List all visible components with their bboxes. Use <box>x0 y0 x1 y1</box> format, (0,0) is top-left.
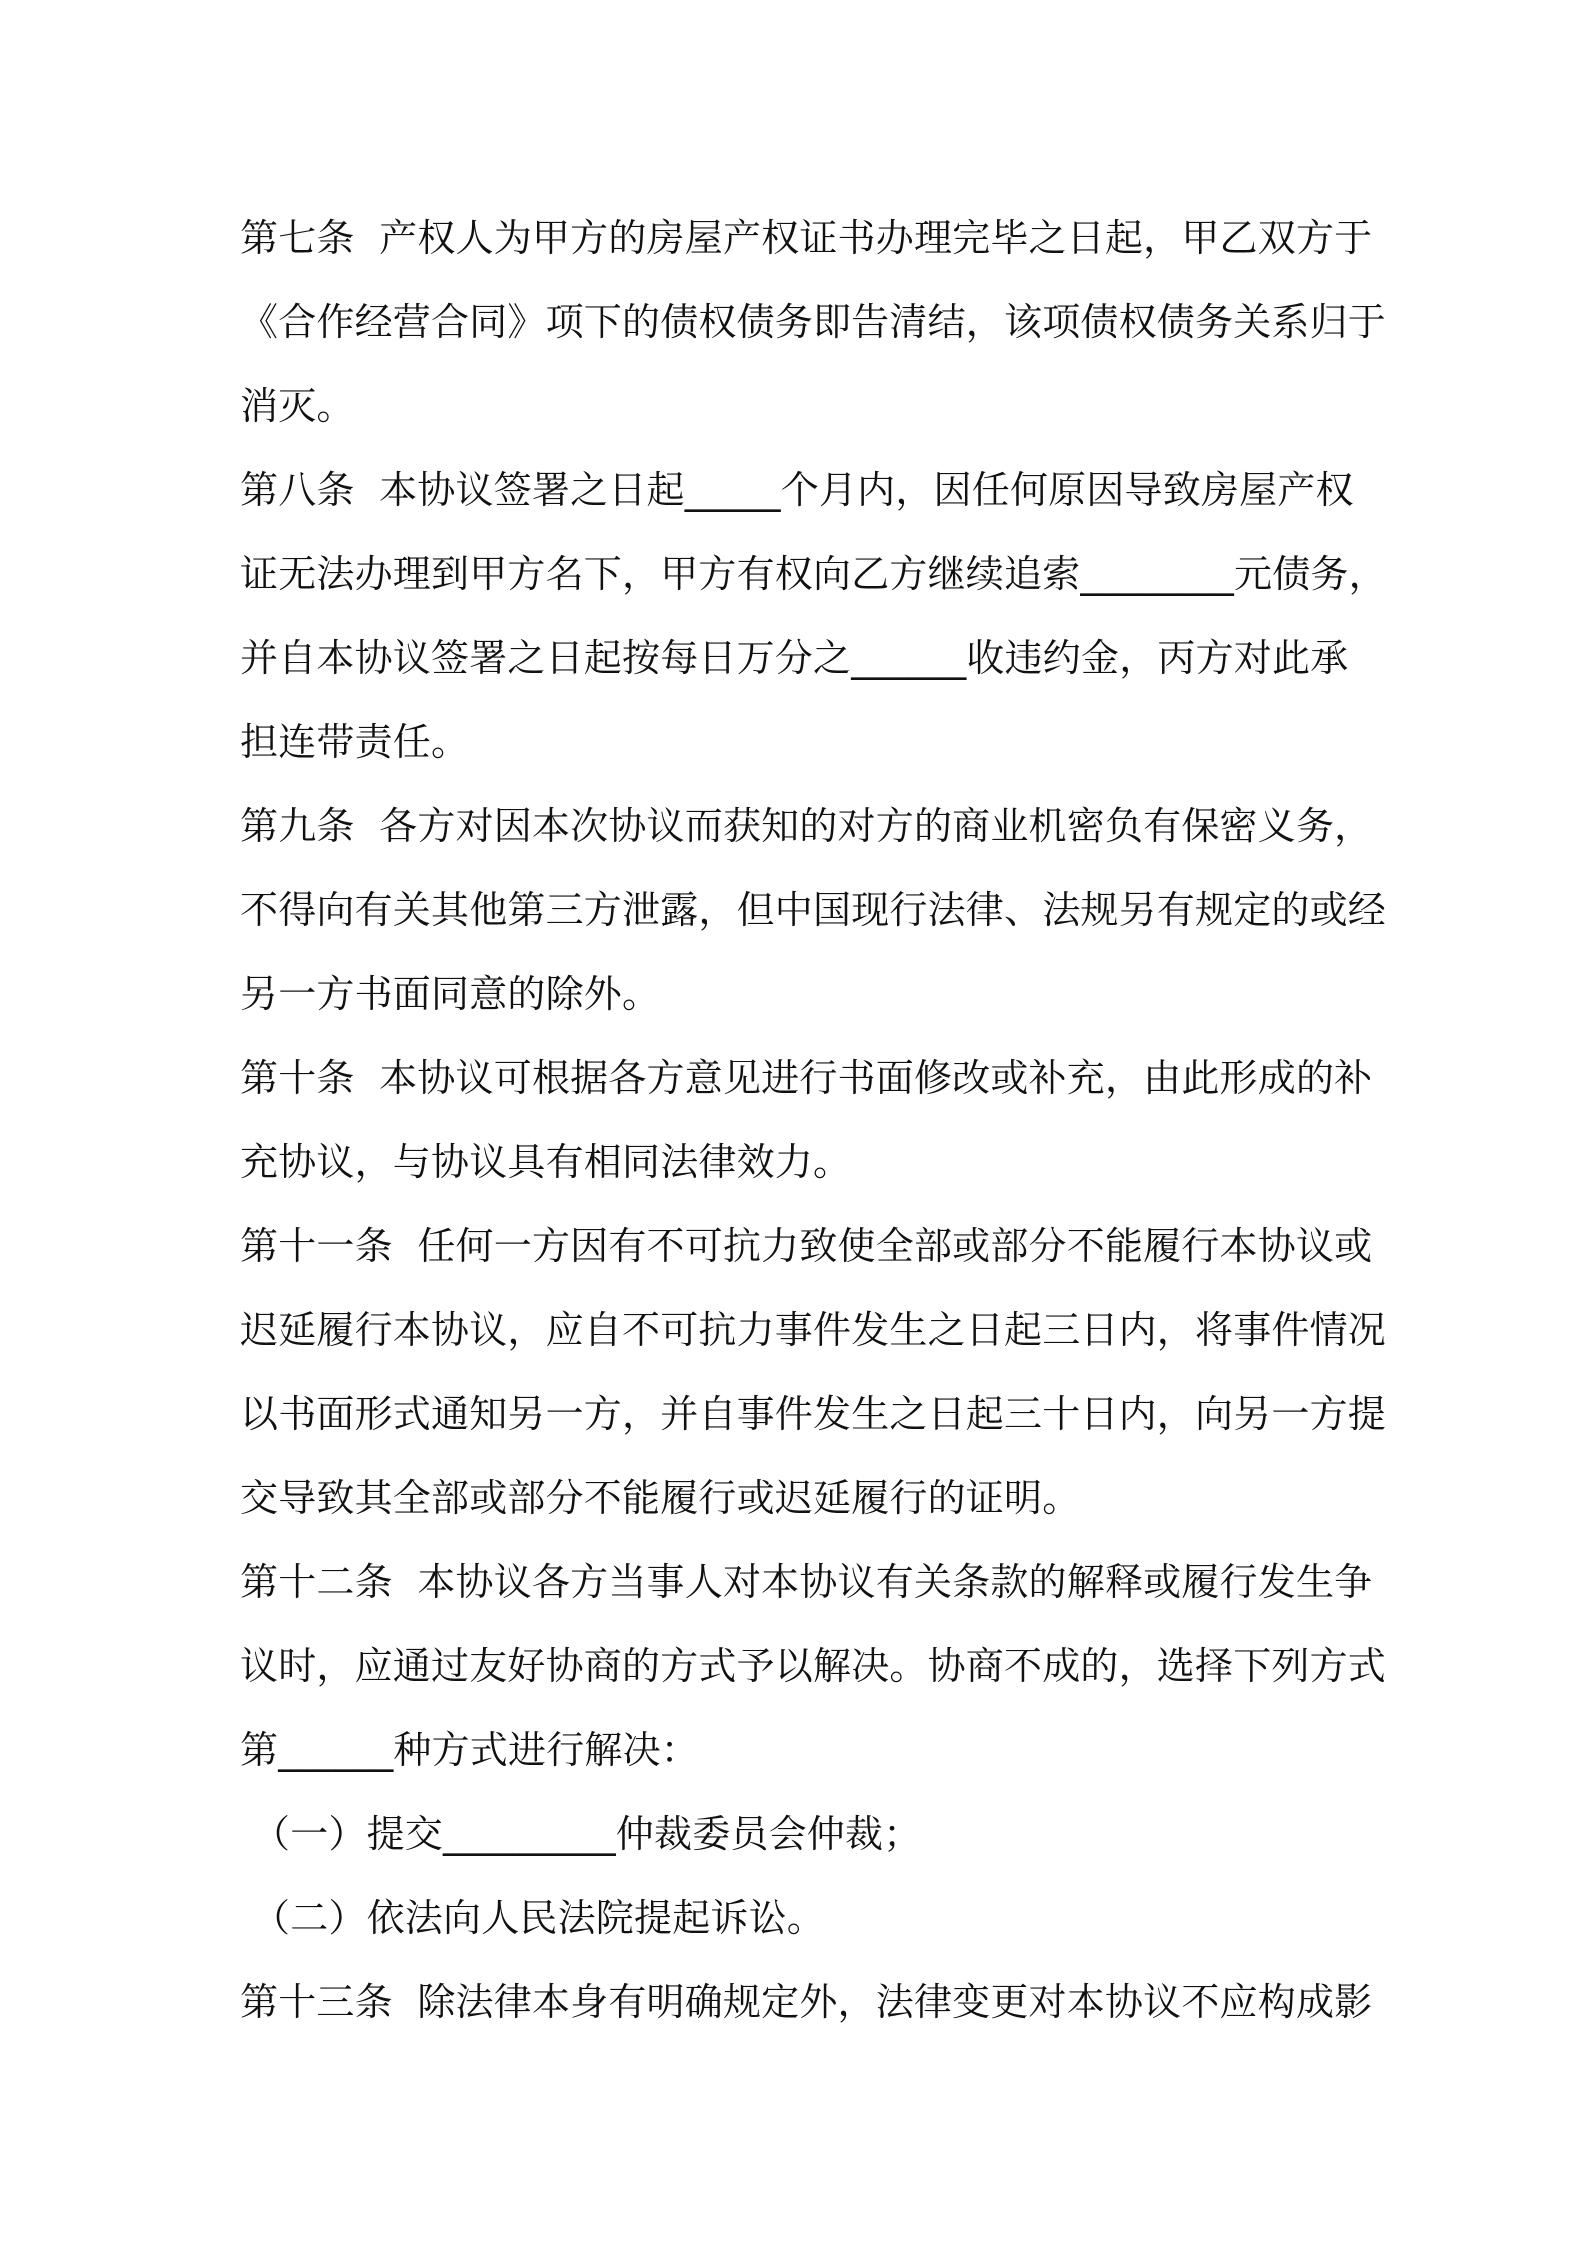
article-11-line-1: 第十一条 任何一方因有不可抗力致使全部或部分不能履行本协议或 <box>240 1224 1373 1268</box>
article-8-line-3: 并自本协议签署之日起按每日万分之______收违约金，丙方对此承 <box>240 636 1349 680</box>
article-9-line-3: 另一方书面同意的除外。 <box>240 972 661 1016</box>
article-7-line-2: 《合作经营合同》项下的债权债务即告清结，该项债权债务关系归于 <box>240 300 1387 344</box>
dispute-option-two: （二）依法向人民法院提起诉讼。 <box>252 1896 826 1940</box>
article-13-line-1: 第十三条 除法律本身有明确规定外，法律变更对本协议不应构成影 <box>240 1980 1373 2024</box>
article-7-line-3: 消灭。 <box>240 384 355 428</box>
article-11-line-4: 交导致其全部或部分不能履行或迟延履行的证明。 <box>240 1476 1081 1520</box>
document-body <box>240 196 1387 2044</box>
article-12-line-1: 第十二条 本协议各方当事人对本协议有关条款的解释或履行发生争 <box>240 1560 1373 1604</box>
article-12-line-3: 第______种方式进行解决： <box>240 1728 700 1772</box>
article-7-line-1: 第七条 产权人为甲方的房屋产权证书办理完毕之日起，甲乙双方于 <box>240 216 1373 260</box>
article-11-line-2: 迟延履行本协议，应自不可抗力事件发生之日起三日内，将事件情况 <box>240 1308 1387 1352</box>
article-9-line-1: 第九条 各方对因本次协议而获知的对方的商业机密负有保密义务， <box>240 804 1373 848</box>
article-8-line-1: 第八条 本协议签署之日起_____个月内，因任何原因导致房屋产权 <box>240 468 1354 512</box>
article-8-line-4: 担连带责任。 <box>240 720 470 764</box>
article-9-line-2: 不得向有关其他第三方泄露，但中国现行法律、法规另有规定的或经 <box>240 888 1387 932</box>
article-10-line-2: 充协议，与协议具有相同法律效力。 <box>240 1140 852 1184</box>
article-8-line-2: 证无法办理到甲方名下，甲方有权向乙方继续追索________元债务， <box>240 552 1387 596</box>
dispute-option-one: （一）提交_________仲裁委员会仲裁； <box>252 1812 922 1856</box>
article-10-line-1: 第十条 本协议可根据各方意见进行书面修改或补充，由此形成的补 <box>240 1056 1373 1100</box>
article-11-line-3: 以书面形式通知另一方，并自事件发生之日起三十日内，向另一方提 <box>240 1392 1387 1436</box>
article-12-line-2: 议时，应通过友好协商的方式予以解决。协商不成的，选择下列方式 <box>240 1644 1387 1688</box>
